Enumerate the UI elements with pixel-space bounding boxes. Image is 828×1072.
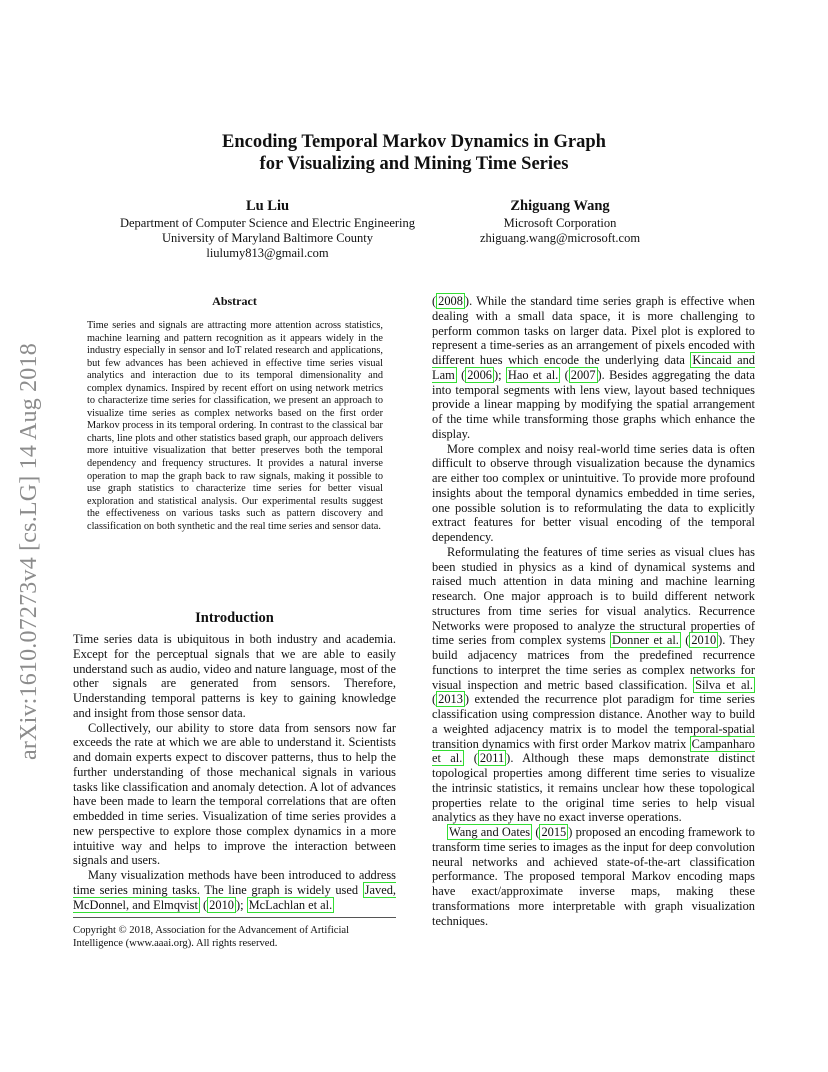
citation-year-link[interactable]: 2010 xyxy=(691,633,717,648)
citation-link[interactable]: Hao et al. xyxy=(507,367,559,382)
citation-year-link[interactable]: 2011 xyxy=(479,751,505,766)
paragraph: ( 2008 ). While the standard time series graph is effective when dealing with a small data space, it is more challenging to perform common tasks on larger data. Pixel plot is explored to represent a time-series as an arrangement of pixels encoded with different hues which encode the underlying data Kincaid and Lam ( 2006 ); Hao et al. ( 2007 ). Besides aggregating the data into temporal segments with lens view, layout based techniques provide a linear mapping by modifying the spatial arrangement of the time while transforming those graphs which enhance the display. xyxy=(432,294,755,441)
citation-link[interactable]: Donner et al. xyxy=(612,633,679,648)
paragraph-text: Reformulating the features of time series as visual clues has been studied in physics as a kind of dynamical systems and raised much attention in data mining and machine learning research. One major approach is to build different network structures from time series for visual analytics. Recurrence Networks were proposed to analyze the structural properties of time series from complex systems xyxy=(432,544,755,648)
paragraph: Collectively, our ability to store data from sensors now far exceeds the rate at which we are able to understand it. Scientists and domain experts expect to discover patterns, thus to help the further understanding of those mechanical signals in various tasks like classification and anomaly detection. A lot of advances have been made to learn the temporal correlations that are often embedded in time series. Visualization of time series provides a new perspective to explore those complex dynamics in a more intuitive way and helps to improve the interaction between signals and users. xyxy=(73,720,396,868)
citation-year-link[interactable]: 2008 xyxy=(438,294,463,308)
paragraph-text: Many visualization methods have been introduced to address time series mining tasks. The line graph is widely used xyxy=(73,868,396,897)
citation-year-link[interactable]: 2007 xyxy=(570,367,596,382)
paragraph: Many visualization methods have been introduced to address time series mining tasks. The line graph is widely used Javed, McDonnel, and Elmqvist ( 2010 ); McLachlan et al. xyxy=(73,868,396,912)
abstract-heading: Abstract xyxy=(212,294,257,308)
author-email: zhiguang.wang@microsoft.com xyxy=(479,231,641,245)
paragraph: Time series data is ubiquitous in both industry and academia. Except for the perceptual signals that we are able to easily understand such as audio, video and nature language, most of the other signals are generated from sensors. Therefore, Understanding temporal patterns is key to gaining knowledge and insight from those sensor data. xyxy=(73,632,396,720)
citation-year-link[interactable]: 2006 xyxy=(467,367,492,382)
citation-link[interactable]: Silva et al. xyxy=(695,677,753,692)
citation-year-link[interactable]: 2010 xyxy=(209,897,234,912)
title-line-2: for Visualizing and Mining Time Series xyxy=(259,154,569,174)
author-name: Zhiguang Wang xyxy=(510,198,610,214)
author-affiliation: University of Maryland Baltimore County xyxy=(161,231,374,245)
copyright-footnote: Copyright © 2018, Association for the Advancement of Artificial Intelligence (www.aaai.org). All rights reserved. xyxy=(73,925,350,949)
author-name: Lu Liu xyxy=(245,198,290,214)
author-block-1 xyxy=(90,196,445,261)
introduction-body xyxy=(73,632,396,912)
paragraph-text: . While the standard time series graph is effective when dealing with a small data space, it is more challenging to perform common tasks on larger data. Pixel plot is explored to represent a time-series as an arrangement of pixels encoded with different hues which encode the underlying data xyxy=(432,294,755,367)
citation-link[interactable]: Wang and Oates xyxy=(449,825,531,839)
footnote-divider xyxy=(73,917,396,918)
citation-link[interactable]: McLachlan et al. xyxy=(248,897,333,912)
paragraph: Wang and Oates ( 2015 ) proposed an encoding framework to transform time series to images as the input for deep convolution neural networks and achieved state-of-the-art classification performance. The proposed temporal Markov encoding maps have exact/approximate inverse maps, making these transformations more interpretable with graph visualization techniques. xyxy=(432,825,755,928)
paragraph: More complex and noisy real-world time series data is often difficult to observe through visualization because the dynamics are either too complex or unintuitive. To provide more profound insights about the temporal dynamics embedded in time series, one possible solution is to reformulating the data to explicitly extract features for better visual encoding of the temporal dependency. xyxy=(432,441,755,544)
paragraph-text: extended the recurrence plot paradigm for time series classification using compression distance. Another way to build a weighted adjacency matrix is to model the temporal-spatial transition dynamics with first order Markov matrix xyxy=(432,692,755,751)
citation-link[interactable]: Javed, McDonnel, and Elmqvist xyxy=(73,882,396,912)
arxiv-identifier: arXiv:1610.07273v4 [cs.LG] 14 Aug 2018 xyxy=(16,343,42,760)
citation-year-link[interactable]: 2013 xyxy=(438,692,463,707)
introduction-heading: Introduction xyxy=(195,610,274,626)
citation-link[interactable]: Kincaid and Lam xyxy=(432,353,755,382)
right-column-body xyxy=(432,294,755,928)
paper-title xyxy=(0,131,828,175)
title-line-1: Encoding Temporal Markov Dynamics in Graph xyxy=(222,132,606,152)
paragraph-text: proposed an encoding framework to transform time series to images as the input for deep convolution neural networks and achieved state-of-the-art classification performance. The proposed temporal Markov encoding maps have exact/approximate inverse maps, making these transformations more interpretable with graph visualization techniques. xyxy=(432,825,755,928)
author-block-2 xyxy=(455,196,665,246)
author-email: liulumy813@gmail.com xyxy=(206,246,329,260)
paragraph-text: . They build adjacency matrices from the predefined recurrence functions to interpret the time series as complex networks for visual inspection and metric based classification. xyxy=(432,633,755,692)
author-affiliation: Microsoft Corporation xyxy=(503,216,617,230)
citation-link[interactable]: Campanharo et al. xyxy=(432,736,755,766)
author-affiliation: Department of Computer Science and Electric Engineering xyxy=(119,216,416,230)
paragraph-text: . Besides aggregating the data into temporal segments with lens view, layout based techniques provide a linear mapping by modifying the spatial arrangement of the time while transforming those graphs which enhance the display. xyxy=(432,367,755,441)
abstract-text: Time series and signals are attracting more attention across statistics, machine learning and pattern recognition as it appears widely in the industry especially in sensor and IoT related research and applications, but few advances has been achieved in effective time series visual analytics and interaction due to its temporal dimensionality and complex dynamics. Inspired by recent effort on using network metrics to characterize time series for classification, we present an approach to visualize time series as complex networks based on the first order Markov process in its temporal ordering. In contrast to the classical bar charts, line plots and other statistics based graph, our approach delivers more intuitive visualization that better preserves both the temporal dependency and frequency structures. It provides a natural inverse operation to map the graph back to raw signals, making it possible to use graph statistics to characterize time series for better visual exploration and statistical analysis. Our experimental results suggest the effectiveness on various tasks such as pattern discovery and classification on both synthetic and the real time series and sensor data. xyxy=(87,320,383,532)
paragraph: Reformulating the features of time series as visual clues has been studied in physics as a kind of dynamical systems and raised much attention in data mining and machine learning research. One major approach is to build different network structures from time series for visual analytics. Recurrence Networks were proposed to analyze the structural properties of time series from complex systems Donner et al. ( 2010 ). They build adjacency matrices from the predefined recurrence functions to interpret the time series as complex networks for visual inspection and metric based classification. Silva et al. ( 2013 ) extended the recurrence plot paradigm for time series classification using compression distance. Another way to build a weighted adjacency matrix is to model the temporal-spatial transition dynamics with first order Markov matrix Campanharo et al. ( 2011 ). Although these maps demonstrate distinct topological properties among different time series to visualize the intrinsic statistics, it remains unclear how these topological properties relate to the original time series to help visual analytics as they have no exact inverse operations. xyxy=(432,544,755,825)
paragraph-text: . Although these maps demonstrate distinct topological properties among different time series to visualize the intrinsic statistics, it remains unclear how these topological properties relate to the original time series to help visual analytics as they have no exact inverse operations. xyxy=(432,751,755,825)
citation-year-link[interactable]: 2015 xyxy=(541,825,567,839)
